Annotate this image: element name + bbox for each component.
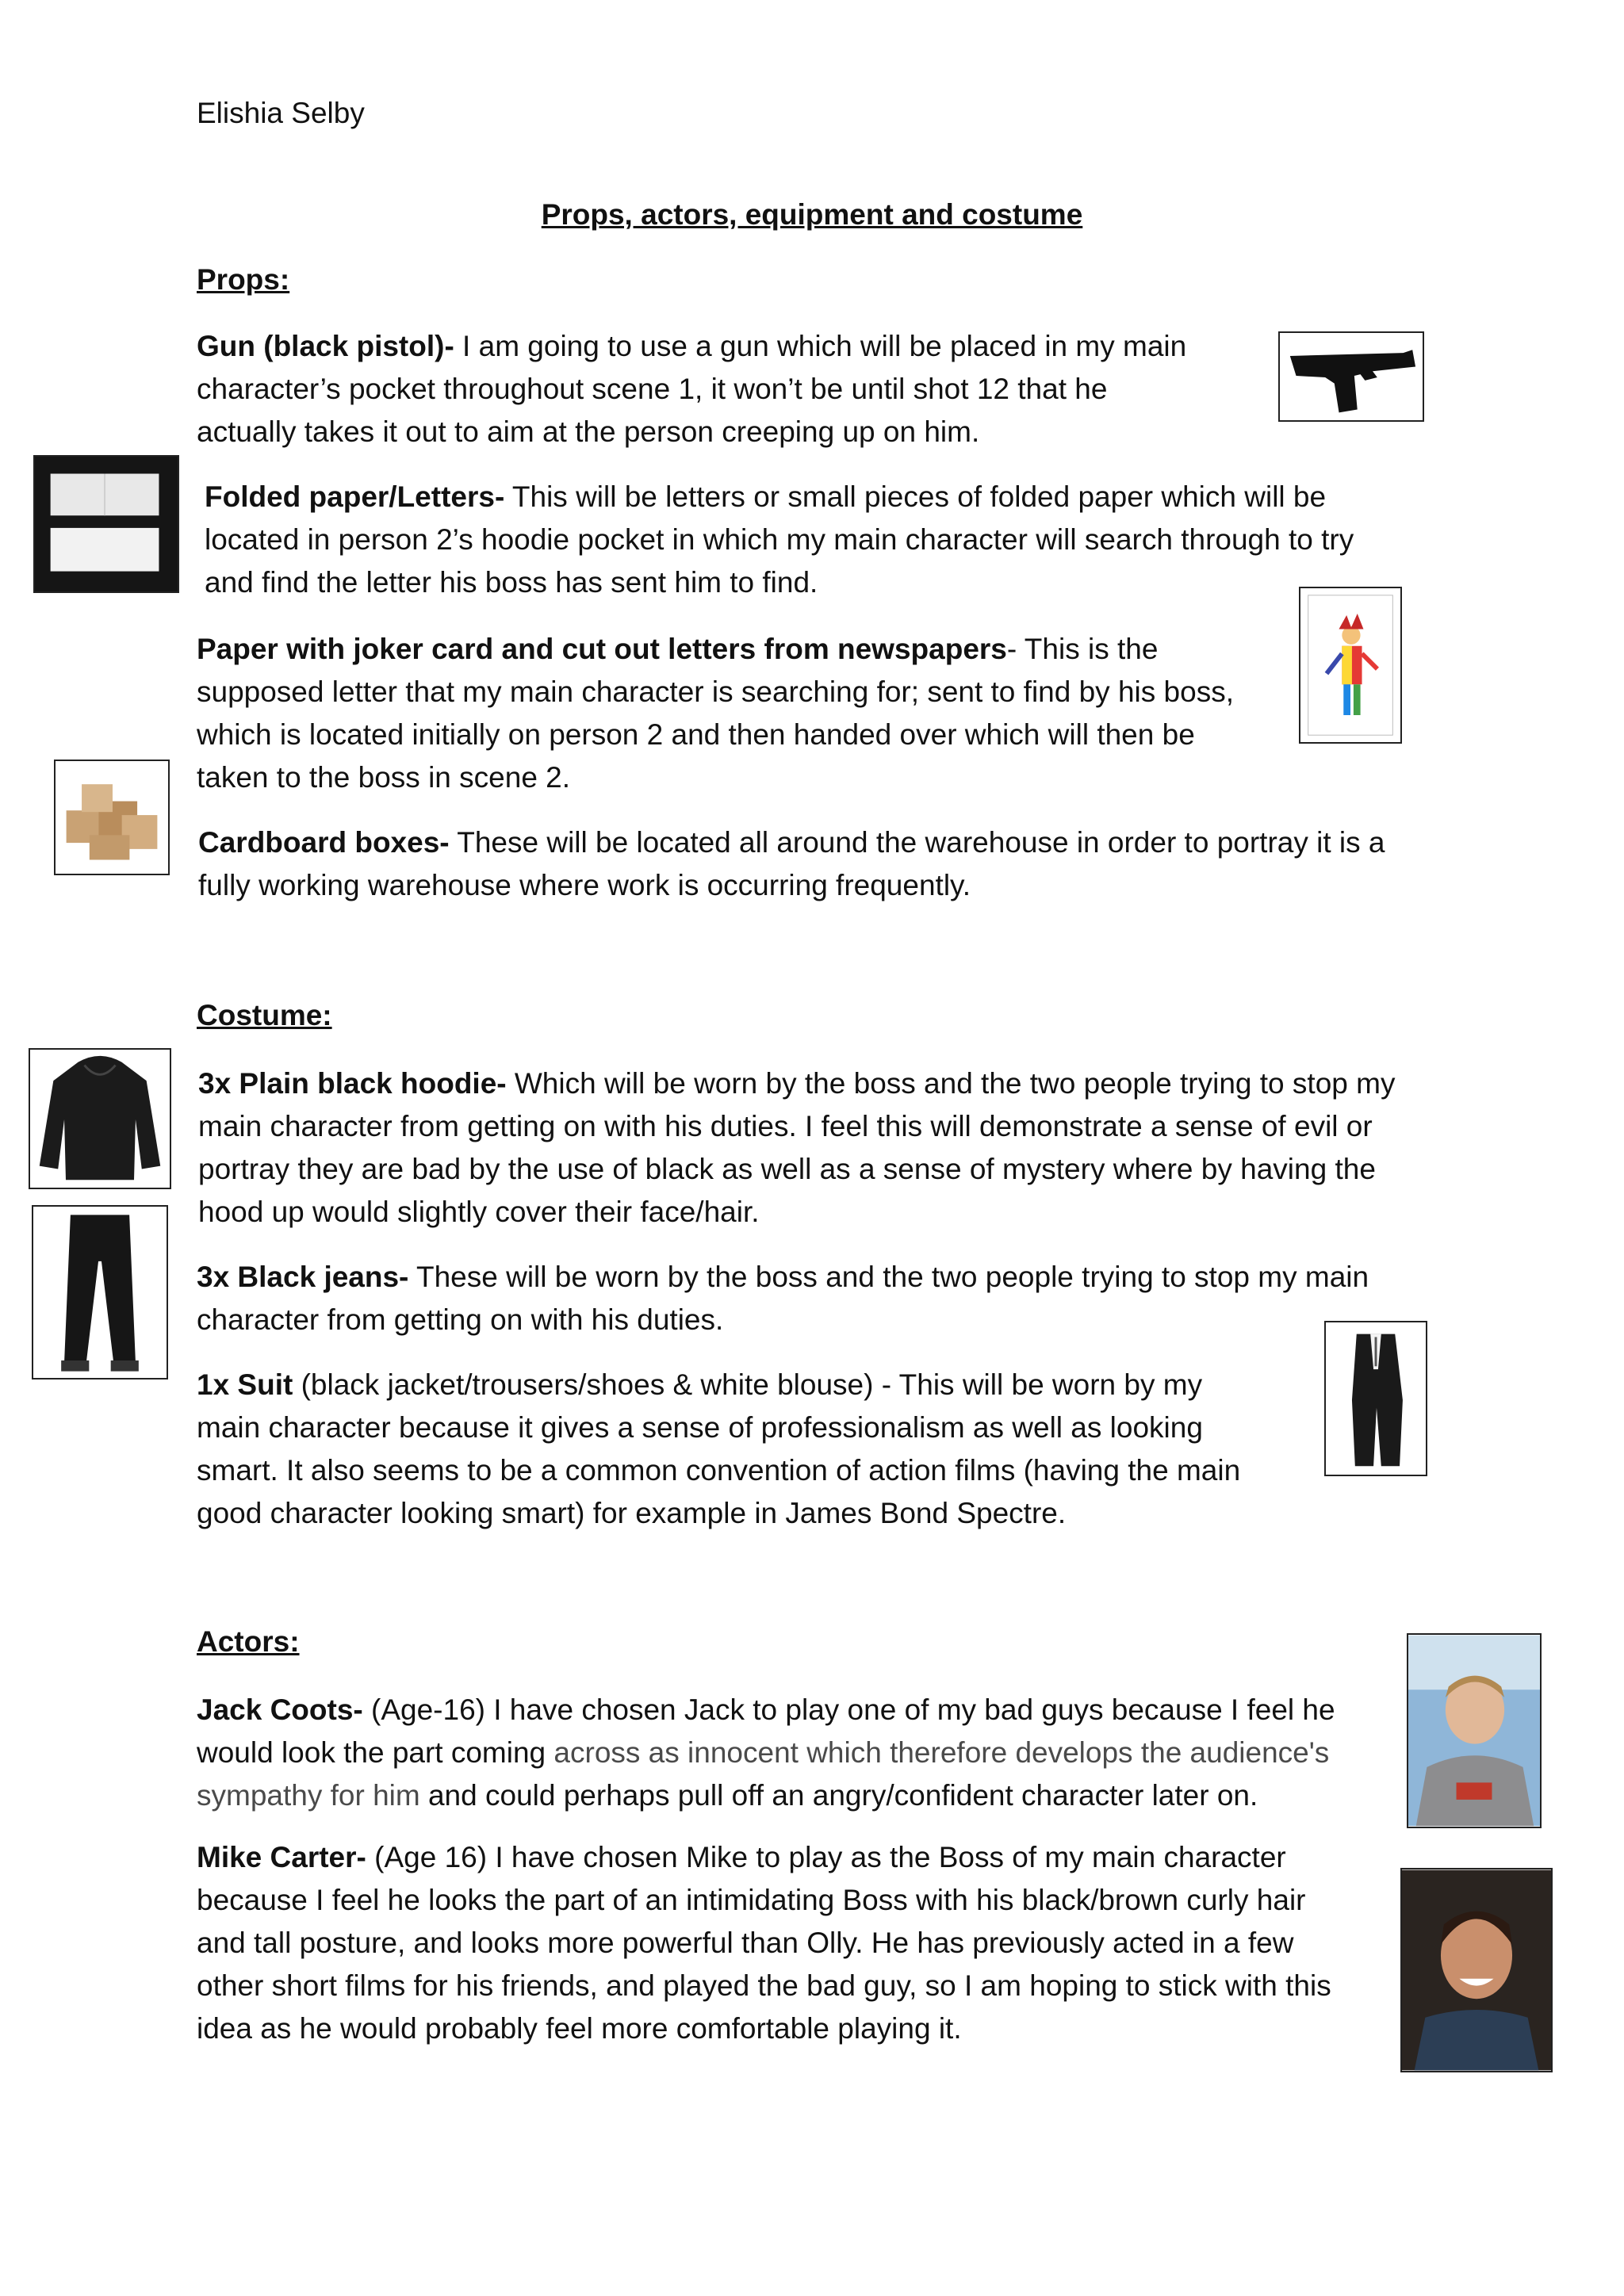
folded-paper-text-line: and find the letter his boss has sent him to find. bbox=[205, 566, 818, 599]
mike-photo bbox=[1400, 1868, 1553, 2072]
jeans-text-line: These will be worn by the boss and the two people trying to stop my main bbox=[408, 1261, 1369, 1293]
folded-paper-image bbox=[33, 455, 179, 593]
joker-card-icon bbox=[1300, 588, 1400, 742]
suit-text-line: (black jacket/trousers/shoes & white blouse) - This will be worn by my bbox=[293, 1368, 1203, 1401]
folded-paper-text-line: This will be letters or small pieces of folded paper which will be bbox=[504, 480, 1327, 513]
costume-heading: Costume: bbox=[197, 999, 332, 1031]
hoodie-icon bbox=[30, 1050, 170, 1188]
joker-label: Paper with joker card and cut out letters from newspapers bbox=[197, 633, 1007, 665]
black-jeans-image bbox=[32, 1205, 168, 1380]
suit-image bbox=[1324, 1321, 1427, 1476]
mike-text-line: because I feel he looks the part of an intimidating Boss with his black/brown curly hair bbox=[197, 1884, 1306, 1916]
mike-portrait-icon bbox=[1402, 1869, 1551, 2071]
gun-paragraph bbox=[197, 325, 1267, 453]
cardboard-boxes-icon bbox=[56, 761, 168, 874]
folded-paper-icon bbox=[35, 457, 178, 591]
cardboard-boxes-image bbox=[54, 760, 170, 875]
suit-label: 1x Suit bbox=[197, 1368, 293, 1401]
jeans-label: 3x Black jeans- bbox=[197, 1261, 409, 1293]
jack-paragraph bbox=[197, 1689, 1386, 1817]
jack-portrait-icon bbox=[1408, 1635, 1540, 1827]
author-name: Elishia Selby bbox=[197, 97, 365, 129]
actors-heading: Actors: bbox=[197, 1625, 300, 1658]
mike-text-line: and tall posture, and looks more powerful than Olly. He has previously acted in a few bbox=[197, 1927, 1294, 1959]
jack-text-line: would look the part coming bbox=[197, 1736, 554, 1769]
cardboard-boxes-text-line: fully working warehouse where work is occurring frequently. bbox=[198, 869, 971, 901]
suit-text-line: main character because it gives a sense of professionalism as well as looking bbox=[197, 1411, 1203, 1444]
mike-label: Mike Carter- bbox=[197, 1841, 366, 1873]
jack-label: Jack Coots- bbox=[197, 1693, 363, 1726]
props-heading: Props: bbox=[197, 263, 290, 296]
mike-paragraph bbox=[197, 1836, 1402, 2050]
hoodie-text-line: main character from getting on with his duties. I feel this will demonstrate a sense of evil or bbox=[198, 1110, 1373, 1142]
hoodie-image bbox=[29, 1048, 171, 1189]
suit-paragraph bbox=[197, 1364, 1291, 1535]
joker-text-line: which is located initially on person 2 and then handed over which will then be bbox=[197, 718, 1195, 751]
mike-text-line: idea as he would probably feel more comfortable playing it. bbox=[197, 2012, 962, 2045]
joker-text-line: - This is the bbox=[1006, 633, 1159, 665]
gun-label: Gun (black pistol)- bbox=[197, 330, 454, 362]
jack-text-line: across as innocent which therefore develops the audience's bbox=[553, 1736, 1330, 1769]
hoodie-paragraph bbox=[198, 1062, 1499, 1234]
jack-text-line: (Age-16) I have chosen Jack to play one of my bad guys because I feel he bbox=[362, 1693, 1335, 1726]
pistol-icon bbox=[1280, 333, 1423, 420]
joker-text-line: taken to the boss in scene 2. bbox=[197, 761, 571, 794]
suit-text-line: smart. It also seems to be a common convention of action films (having the main bbox=[197, 1454, 1241, 1487]
gun-text-line: I am going to use a gun which will be placed in my main bbox=[454, 330, 1187, 362]
suit-text-line: good character looking smart) for example in James Bond Spectre. bbox=[197, 1497, 1067, 1529]
folded-paper-label: Folded paper/Letters- bbox=[205, 480, 505, 513]
document-title: Props, actors, equipment and costume bbox=[541, 198, 1083, 231]
gun-image bbox=[1278, 331, 1424, 422]
mike-text-line: (Age 16) I have chosen Mike to play as the Boss of my main character bbox=[366, 1841, 1286, 1873]
cardboard-boxes-paragraph bbox=[198, 821, 1467, 907]
folded-paper-text-line: located in person 2’s hoodie pocket in which my main character will search through to try bbox=[205, 523, 1354, 556]
gun-text-line: actually takes it out to aim at the person creeping up on him. bbox=[197, 415, 980, 448]
jeans-text-line: character from getting on with his duties. bbox=[197, 1303, 724, 1336]
cardboard-boxes-label: Cardboard boxes- bbox=[198, 826, 450, 859]
cardboard-boxes-text-line: These will be located all around the warehouse in order to portray it is a bbox=[449, 826, 1385, 859]
hoodie-label: 3x Plain black hoodie- bbox=[198, 1067, 507, 1100]
jack-text-line: and could perhaps pull off an angry/confident character later on. bbox=[419, 1779, 1258, 1812]
joker-text-line: supposed letter that my main character is searching for; sent to find by his boss, bbox=[197, 675, 1234, 708]
gun-text-line: character’s pocket throughout scene 1, it won’t be until shot 12 that he bbox=[197, 373, 1108, 405]
jeans-paragraph bbox=[197, 1256, 1497, 1341]
suit-icon bbox=[1326, 1322, 1426, 1475]
joker-paragraph bbox=[197, 628, 1275, 799]
jack-text-line: sympathy for him bbox=[197, 1779, 420, 1812]
mike-text-line: other short films for his friends, and played the bad guy, so I am hoping to stick with this bbox=[197, 1969, 1331, 2002]
jack-photo bbox=[1407, 1633, 1542, 1828]
hoodie-text-line: Which will be worn by the boss and the two people trying to stop my bbox=[506, 1067, 1396, 1100]
black-jeans-icon bbox=[33, 1207, 167, 1378]
hoodie-text-line: portray they are bad by the use of black as well as a sense of mystery where by having the bbox=[198, 1153, 1376, 1185]
folded-paper-paragraph bbox=[205, 476, 1473, 604]
hoodie-text-line: hood up would slightly cover their face/hair. bbox=[198, 1196, 760, 1228]
joker-card-image bbox=[1299, 587, 1402, 744]
